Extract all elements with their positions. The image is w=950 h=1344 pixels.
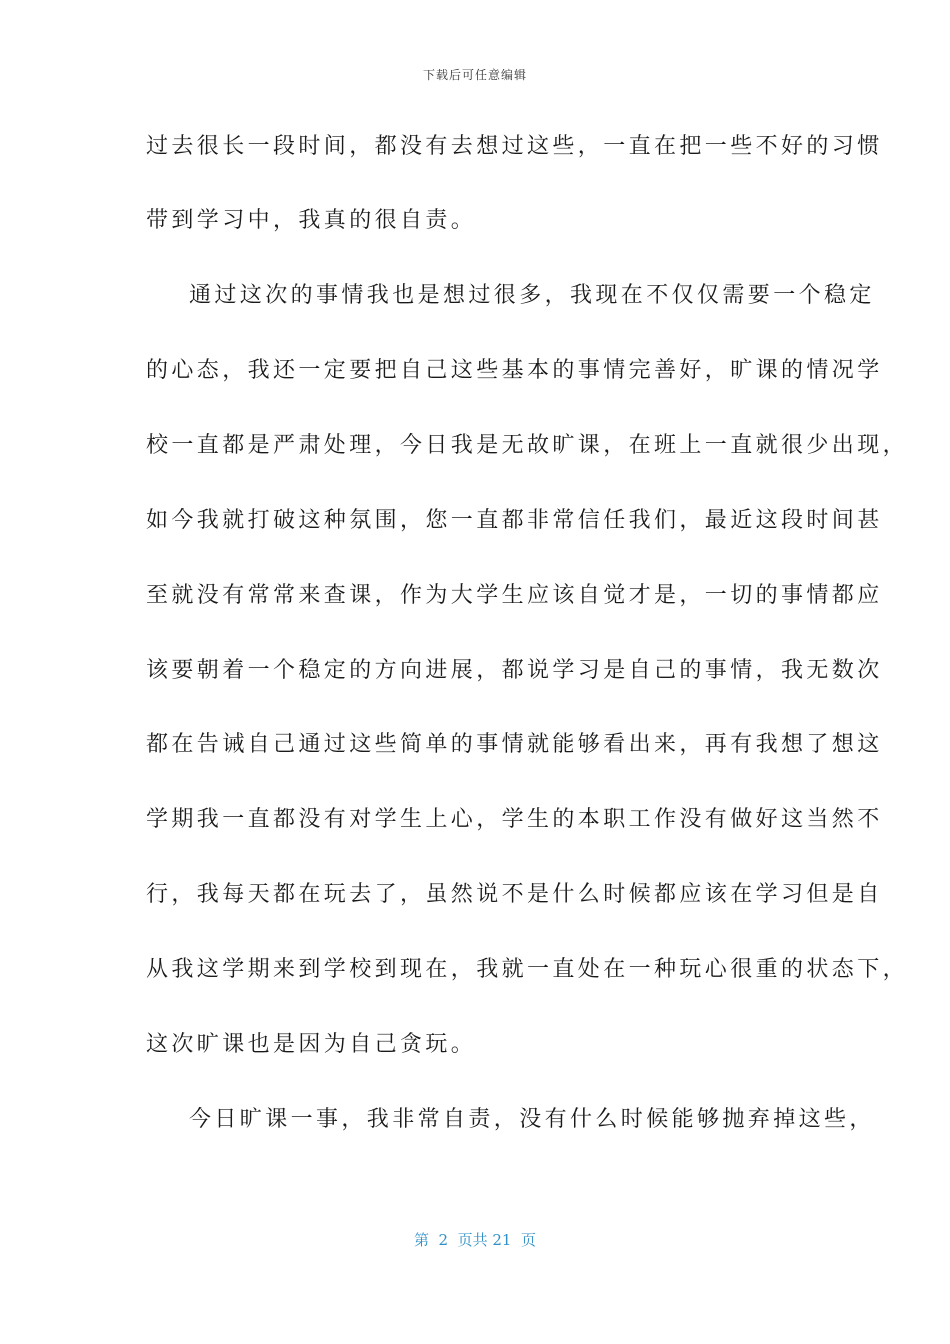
paragraph-line: 都在告诫自己通过这些简单的事情就能够看出来，再有我想了想这 bbox=[146, 732, 883, 757]
paragraph-line: 至就没有常常来查课，作为大学生应该自觉才是，一切的事情都应 bbox=[146, 583, 883, 608]
paragraph-line: 校一直都是严肃处理，今日我是无故旷课，在班上一直就很少出现， bbox=[146, 433, 909, 458]
page-header-note: 下载后可任意编辑 bbox=[422, 68, 527, 82]
paragraph-line: 的心态，我还一定要把自己这些基本的事情完善好，旷课的情况学 bbox=[146, 358, 883, 383]
paragraph-line: 通过这次的事情我也是想过很多，我现在不仅仅需要一个稳定 bbox=[189, 283, 875, 308]
paragraph-line: 带到学习中，我真的很自责。 bbox=[146, 208, 477, 233]
paragraph-line: 今日旷课一事，我非常自责，没有什么时候能够抛弃掉这些， bbox=[189, 1107, 875, 1132]
paragraph-line: 学期我一直都没有对学生上心，学生的本职工作没有做好这当然不 bbox=[146, 807, 883, 832]
paragraph-line: 行，我每天都在玩去了，虽然说不是什么时候都应该在学习但是自 bbox=[146, 882, 883, 907]
paragraph-line: 如今我就打破这种氛围，您一直都非常信任我们，最近这段时间甚 bbox=[146, 508, 883, 533]
paragraph-line: 这次旷课也是因为自己贪玩。 bbox=[146, 1032, 477, 1057]
paragraph-line: 该要朝着一个稳定的方向进展，都说学习是自己的事情，我无数次 bbox=[146, 658, 883, 683]
page-number-footer: 第 2 页共 21 页 bbox=[413, 1231, 536, 1249]
paragraph-line: 从我这学期来到学校到现在，我就一直处在一种玩心很重的状态下， bbox=[146, 957, 909, 982]
paragraph-line: 过去很长一段时间，都没有去想过这些，一直在把一些不好的习惯 bbox=[146, 134, 883, 159]
